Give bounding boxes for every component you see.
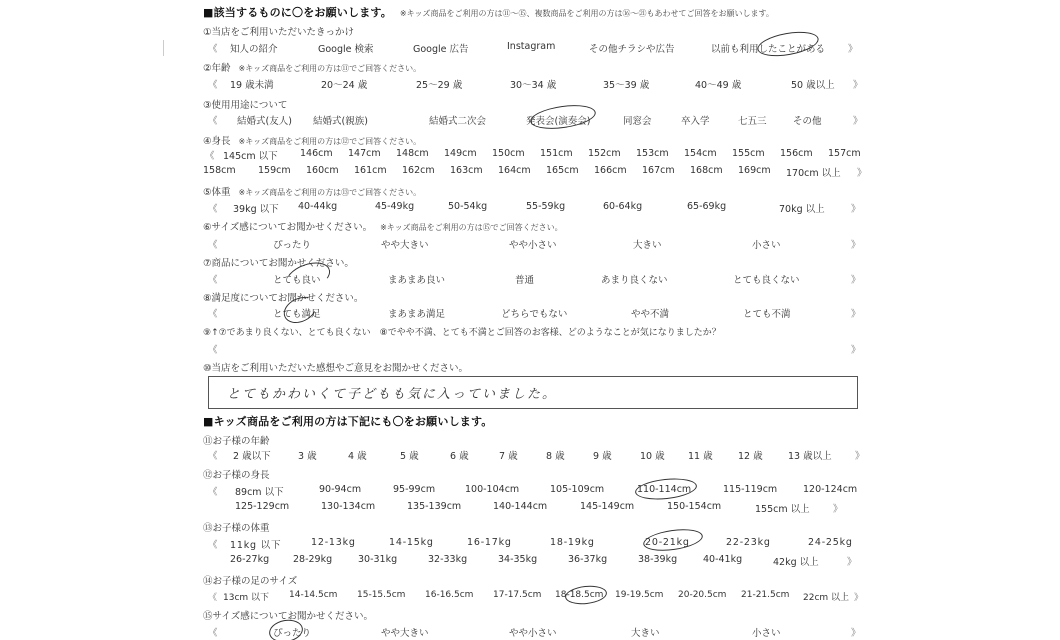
q15-option[interactable]: やや小さい	[509, 628, 557, 639]
q8-option[interactable]: まあまあ満足	[388, 309, 446, 320]
q13-label: ⑬お子様の体重	[203, 523, 270, 534]
q12-option[interactable]: 125-129cm	[235, 501, 290, 512]
q6-option[interactable]: やや大きい	[381, 240, 429, 251]
q8-label: ⑧満足度についてお聞かせください。	[203, 293, 364, 304]
q6-option[interactable]: やや小さい	[509, 240, 557, 251]
q13-options-row2	[203, 554, 868, 570]
q11-option[interactable]: 11 歳	[688, 451, 713, 462]
q1-option-selected[interactable]: 以前も利用したことがある	[711, 44, 826, 55]
q13-options-row1	[203, 537, 868, 553]
bracket-open: 《	[205, 151, 215, 162]
q3-option[interactable]: 結婚式(友人)	[237, 116, 292, 127]
q4-option[interactable]: 165cm	[546, 165, 579, 176]
q11-option[interactable]: 12 歳	[738, 451, 763, 462]
bracket-close: 》	[853, 116, 863, 127]
q8-option-selected[interactable]: とても満足	[273, 309, 321, 320]
q3-option[interactable]: 同窓会	[623, 116, 652, 127]
q8-option[interactable]: どちらでもない	[501, 309, 568, 320]
q1-options	[203, 41, 863, 57]
bracket-open: 《	[208, 593, 218, 603]
bracket-open: 《	[208, 345, 218, 356]
q1-option[interactable]: Instagram	[507, 41, 556, 52]
q1-label: ①当店をご利用いただいたきっかけ	[203, 27, 355, 38]
q5-option[interactable]: 40-44kg	[298, 201, 338, 212]
bracket-close: 》	[851, 309, 861, 320]
q7-option[interactable]: 普通	[515, 275, 535, 286]
q14-option[interactable]: 15-15.5cm	[357, 590, 406, 600]
q15-label: ⑮サイズ感についてお聞かせください。	[203, 611, 374, 622]
q2-option[interactable]: 19 歳未満	[230, 80, 274, 91]
kids-section-header: ■キッズ商品をご利用の方は下記にも〇をお願いします。	[203, 415, 493, 428]
form-header	[203, 4, 774, 20]
q5-option[interactable]: 60-64kg	[603, 201, 643, 212]
q12-options-row2	[203, 501, 868, 517]
q12-option[interactable]: 89cm 以下	[235, 487, 284, 498]
q4-option[interactable]: 155cm	[732, 148, 765, 159]
q4-option[interactable]: 168cm	[690, 165, 723, 176]
q4-option[interactable]: 169cm	[738, 165, 771, 176]
q14-option[interactable]: 22cm 以上	[803, 593, 850, 603]
q4-option[interactable]: 164cm	[498, 165, 531, 176]
bracket-close: 》	[854, 593, 864, 603]
q4-option[interactable]: 170cm 以上	[786, 168, 841, 179]
q5-option[interactable]: 70kg 以上	[779, 204, 825, 215]
q5-option[interactable]: 65-69kg	[687, 201, 727, 212]
q13-option[interactable]: 36-37kg	[568, 554, 608, 565]
bracket-close: 》	[851, 204, 861, 215]
q12-option[interactable]: 150-154cm	[667, 501, 722, 512]
bracket-close: 》	[853, 80, 863, 91]
q9-label: ⑨↑⑦であまり良くない、とても良くない ⑧でやや不満、とても不満とご回答のお客様、どのようなことが気になりましたか？	[203, 328, 721, 338]
q4-option[interactable]: 149cm	[444, 148, 477, 159]
q13-option[interactable]: 28-29kg	[293, 554, 333, 565]
bracket-close: 》	[833, 504, 843, 515]
q1-option[interactable]: Google 検索	[318, 44, 374, 55]
q12-options-row1	[203, 484, 868, 500]
q3-options	[203, 113, 863, 129]
q14-options	[203, 590, 868, 606]
q10-comment-box[interactable]	[208, 376, 858, 409]
q11-option[interactable]: 4 歳	[348, 451, 367, 462]
q6-option[interactable]: 小さい	[752, 240, 781, 251]
q2-option[interactable]: 30～34 歳	[510, 80, 557, 91]
q12-option[interactable]: 120-124cm	[803, 484, 858, 495]
q2-option[interactable]: 35～39 歳	[603, 80, 650, 91]
q1-option[interactable]: Google 広告	[413, 44, 469, 55]
q2-options	[203, 77, 863, 93]
q9-answer-field[interactable]	[203, 342, 863, 358]
q6-note: ※キッズ商品をご利用の方は⑮でご回答ください。	[380, 223, 563, 232]
q4-option[interactable]: 158cm	[203, 165, 236, 176]
bracket-close: 》	[851, 628, 861, 639]
bracket-open: 《	[208, 540, 219, 551]
q2-option[interactable]: 25～29 歳	[416, 80, 463, 91]
q14-option[interactable]: 14-14.5cm	[289, 590, 338, 600]
q12-option[interactable]: 115-119cm	[723, 484, 778, 495]
q10-handwritten-answer: とてもかわいくて子どもも気に入っていました。	[227, 387, 558, 402]
q12-option[interactable]: 95-99cm	[393, 484, 436, 495]
q8-options	[203, 306, 863, 322]
bracket-close: 》	[851, 275, 861, 286]
q15-option-selected[interactable]: ぴったり	[273, 628, 312, 639]
q5-options	[203, 201, 863, 217]
q11-option[interactable]: 7 歳	[499, 451, 518, 462]
q15-option[interactable]: 小さい	[752, 628, 781, 639]
q5-title: ⑤体重	[203, 187, 231, 198]
q15-option[interactable]: 大きい	[631, 628, 660, 639]
q6-label	[203, 219, 563, 233]
q4-option[interactable]: 157cm	[828, 148, 861, 159]
q3-option-selected[interactable]: 発表会(演奏会)	[526, 116, 591, 127]
q3-label: ③使用用途について	[203, 100, 288, 111]
q11-option[interactable]: 10 歳	[640, 451, 665, 462]
q14-option[interactable]: 21-21.5cm	[741, 590, 790, 600]
q14-option[interactable]: 13cm 以下	[223, 593, 270, 603]
q12-option[interactable]: 145-149cm	[580, 501, 635, 512]
q2-note: ※キッズ商品をご利用の方は⑪でご回答ください。	[238, 64, 422, 73]
bracket-open: 《	[208, 451, 218, 462]
q7-option[interactable]: まあまあ良い	[388, 275, 446, 286]
q4-option[interactable]: 162cm	[402, 165, 435, 176]
q8-option[interactable]: やや不満	[631, 309, 670, 320]
q4-options-row2	[203, 165, 868, 181]
q13-option[interactable]: 30-31kg	[358, 554, 398, 565]
q5-option[interactable]: 39kg 以下	[233, 204, 279, 215]
q7-option-selected[interactable]: とても良い	[273, 275, 321, 286]
q3-option[interactable]: 結婚式(親族)	[313, 116, 368, 127]
q7-options	[203, 272, 863, 288]
q2-title: ②年齢	[203, 63, 231, 74]
q6-title: ⑥サイズ感についてお聞かせください。	[203, 222, 373, 233]
q3-option[interactable]: 七五三	[738, 116, 767, 127]
q6-options	[203, 237, 863, 253]
q8-option[interactable]: とても不満	[743, 309, 791, 320]
bracket-open: 《	[208, 487, 218, 498]
q11-option[interactable]: 6 歳	[450, 451, 469, 462]
q13-option[interactable]: 24-25kg	[808, 537, 853, 548]
q14-option-selected[interactable]: 18-18.5cm	[555, 590, 604, 600]
q3-option[interactable]: その他	[793, 116, 822, 127]
q12-option[interactable]: 140-144cm	[493, 501, 548, 512]
q11-option[interactable]: 13 歳以上	[788, 451, 832, 462]
q4-option[interactable]: 148cm	[396, 148, 429, 159]
bracket-close: 》	[857, 168, 867, 179]
q13-option[interactable]: 22-23kg	[726, 537, 771, 548]
q11-label: ⑪お子様の年齢	[203, 436, 270, 447]
q11-option[interactable]: 3 歳	[298, 451, 317, 462]
q4-note: ※キッズ商品をご利用の方は⑫でご回答ください。	[238, 137, 422, 146]
q14-option[interactable]: 17-17.5cm	[493, 590, 542, 600]
form-header-title: ■該当するものに〇をお願いします。	[203, 6, 392, 19]
q4-option[interactable]: 166cm	[594, 165, 627, 176]
q7-option[interactable]: とても良くない	[733, 275, 800, 286]
form-header-note: ※キッズ商品をご利用の方は⑪～⑮、複数商品をご利用の方は⑯～㉑もあわせてご回答をお願いします。	[399, 9, 774, 18]
bracket-close: 》	[847, 557, 857, 568]
q11-option[interactable]: 2 歳以下	[233, 451, 271, 462]
q4-title: ④身長	[203, 136, 231, 147]
bracket-open: 《	[208, 275, 218, 286]
q4-option[interactable]: 146cm	[300, 148, 333, 159]
bracket-open: 《	[208, 116, 218, 127]
q4-option[interactable]: 154cm	[684, 148, 717, 159]
q4-option[interactable]: 150cm	[492, 148, 525, 159]
bracket-open: 《	[208, 204, 218, 215]
q2-option[interactable]: 50 歳以上	[791, 80, 835, 91]
q13-option[interactable]: 11kg 以下	[230, 540, 282, 551]
q4-label	[203, 133, 421, 147]
q14-label: ⑭お子様の足のサイズ	[203, 576, 298, 587]
q1-option[interactable]: 知人の紹介	[230, 44, 278, 55]
q4-option[interactable]: 161cm	[354, 165, 387, 176]
q12-option[interactable]: 105-109cm	[550, 484, 605, 495]
q13-option[interactable]: 18-19kg	[550, 537, 595, 548]
q1-option[interactable]: その他チラシや広告	[589, 44, 675, 55]
q7-label: ⑦商品についてお聞かせください。	[203, 258, 354, 269]
q4-option[interactable]: 159cm	[258, 165, 291, 176]
q13-option[interactable]: 16-17kg	[467, 537, 512, 548]
q7-option[interactable]: あまり良くない	[601, 275, 668, 286]
q11-option[interactable]: 9 歳	[593, 451, 612, 462]
q13-option[interactable]: 12-13kg	[311, 537, 356, 548]
bracket-open: 《	[208, 628, 218, 639]
q2-option[interactable]: 40～49 歳	[695, 80, 742, 91]
q11-options	[203, 448, 863, 464]
bracket-open: 《	[208, 80, 218, 91]
q4-option[interactable]: 167cm	[642, 165, 675, 176]
q14-option[interactable]: 20-20.5cm	[678, 590, 727, 600]
q4-option[interactable]: 156cm	[780, 148, 813, 159]
q15-options	[203, 625, 863, 640]
q12-option-selected[interactable]: 110-114cm	[637, 484, 692, 495]
q13-option[interactable]: 40-41kg	[703, 554, 743, 565]
q12-option[interactable]: 135-139cm	[407, 501, 462, 512]
q5-option[interactable]: 45-49kg	[375, 201, 415, 212]
q13-option[interactable]: 34-35kg	[498, 554, 538, 565]
q13-option[interactable]: 14-15kg	[389, 537, 434, 548]
q5-label	[203, 184, 421, 198]
q4-option[interactable]: 153cm	[636, 148, 669, 159]
q4-option[interactable]: 152cm	[588, 148, 621, 159]
q14-option[interactable]: 16-16.5cm	[425, 590, 474, 600]
bracket-open: 《	[208, 309, 218, 320]
q13-option[interactable]: 26-27kg	[230, 554, 270, 565]
q12-option[interactable]: 130-134cm	[321, 501, 376, 512]
q4-option[interactable]: 147cm	[348, 148, 381, 159]
q4-option[interactable]: 151cm	[540, 148, 573, 159]
q3-option[interactable]: 結婚式二次会	[429, 116, 487, 127]
q12-option[interactable]: 100-104cm	[465, 484, 520, 495]
bracket-open: 《	[208, 240, 218, 251]
q11-option[interactable]: 8 歳	[546, 451, 565, 462]
bracket-open: 《	[208, 44, 218, 55]
q12-label: ⑫お子様の身長	[203, 470, 270, 481]
q13-option[interactable]: 42kg 以上	[773, 557, 819, 568]
q13-option-selected[interactable]: 20-21kg	[645, 537, 690, 548]
q11-option[interactable]: 5 歳	[400, 451, 419, 462]
q5-option[interactable]: 50-54kg	[448, 201, 488, 212]
q2-option[interactable]: 20～24 歳	[321, 80, 368, 91]
survey-form	[203, 0, 867, 640]
q4-option[interactable]: 160cm	[306, 165, 339, 176]
q12-option[interactable]: 155cm 以上	[755, 504, 810, 515]
q6-option[interactable]: ぴったり	[273, 240, 312, 251]
q6-option[interactable]: 大きい	[633, 240, 662, 251]
q2-label	[203, 60, 421, 74]
q5-note: ※キッズ商品をご利用の方は⑬でご回答ください。	[238, 188, 422, 197]
bracket-close: 》	[855, 451, 865, 462]
q3-option[interactable]: 卒入学	[681, 116, 710, 127]
q15-option[interactable]: やや大きい	[381, 628, 429, 639]
q14-option[interactable]: 19-19.5cm	[615, 590, 664, 600]
q13-option[interactable]: 38-39kg	[638, 554, 678, 565]
q4-option[interactable]: 145cm 以下	[223, 151, 278, 162]
q5-option[interactable]: 55-59kg	[526, 201, 566, 212]
q13-option[interactable]: 32-33kg	[428, 554, 468, 565]
bracket-close: 》	[851, 240, 861, 251]
q4-options-row1	[203, 148, 868, 164]
bracket-close: 》	[851, 345, 861, 356]
bracket-close: 》	[848, 44, 858, 55]
q4-option[interactable]: 163cm	[450, 165, 483, 176]
q12-option[interactable]: 90-94cm	[319, 484, 362, 495]
q10-label: ⑩当店をご利用いただいた感想やご意見をお聞かせください。	[203, 363, 469, 374]
scan-fold-mark	[163, 40, 164, 56]
